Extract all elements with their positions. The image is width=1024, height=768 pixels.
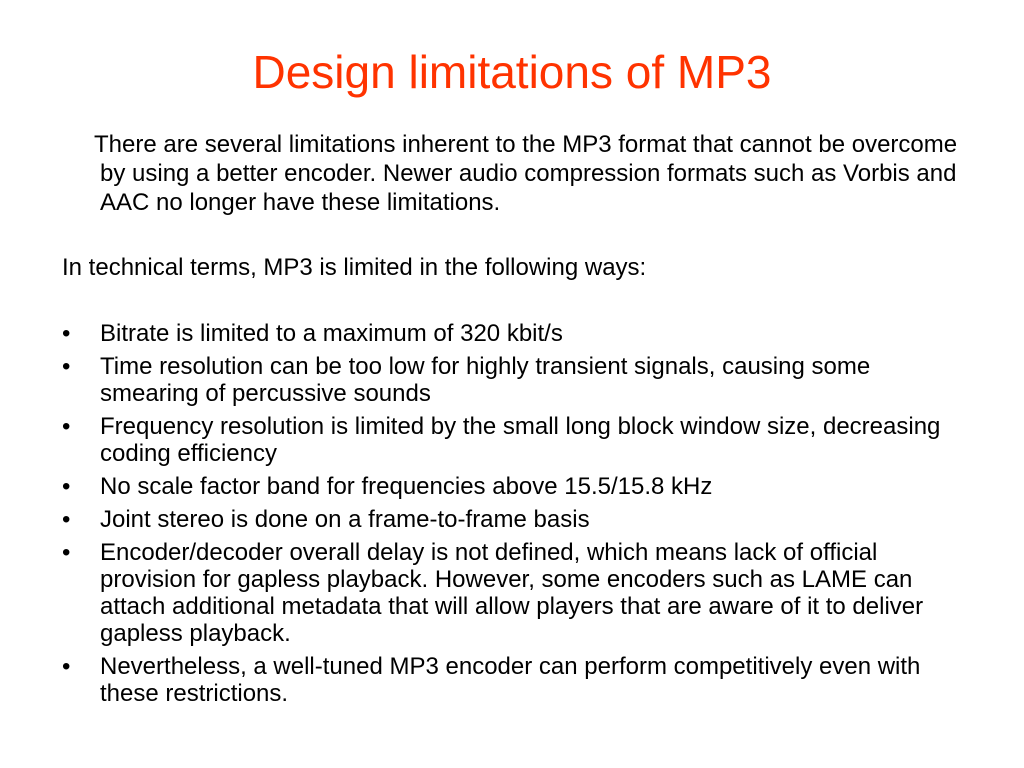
bullet-item <box>62 653 962 707</box>
bullet-dot: • <box>62 353 71 380</box>
bullet-item <box>62 473 962 500</box>
intro-paragraph: There are several limitations inherent to the MP3 format that cannot be overcome by using a better encoder. Newer audio compression formats such as Vorbis and AAC no longer have these limitations. <box>94 131 958 216</box>
bullet-item <box>62 413 962 467</box>
bullet-dot: • <box>62 539 71 566</box>
bullet-dot: • <box>62 473 71 500</box>
bullet-text: No scale factor band for frequencies above 15.5/15.8 kHz <box>100 473 713 500</box>
bullet-dot: • <box>62 506 71 533</box>
lead-sentence: In technical terms, MP3 is limited in the following ways: <box>62 254 647 281</box>
bullet-text: Joint stereo is done on a frame-to-frame basis <box>100 506 590 533</box>
bullet-text: Nevertheless, a well-tuned MP3 encoder can perform competitively even with these restrictions. <box>100 653 921 707</box>
bullet-dot: • <box>62 653 71 680</box>
bullet-dot: • <box>62 320 71 347</box>
slide-title: Design limitations of MP3 <box>252 46 772 98</box>
bullet-text: Encoder/decoder overall delay is not defined, which means lack of official provision for gapless playback. However, some encoders such as LAME can attach additional metadata that will allow players that are aware of it to deliver gapless playback. <box>100 539 924 647</box>
bullet-text: Bitrate is limited to a maximum of 320 kbit/s <box>100 320 563 347</box>
bullet-text: Time resolution can be too low for highly transient signals, causing some smearing of percussive sounds <box>100 353 871 407</box>
bullet-item <box>62 506 962 533</box>
bullet-item <box>62 320 962 347</box>
bullet-dot: • <box>62 413 71 440</box>
bullet-text: Frequency resolution is limited by the small long block window size, decreasing coding efficiency <box>100 413 941 467</box>
bullet-list <box>62 320 962 713</box>
bullet-item <box>62 353 962 407</box>
bullet-item <box>62 539 962 647</box>
